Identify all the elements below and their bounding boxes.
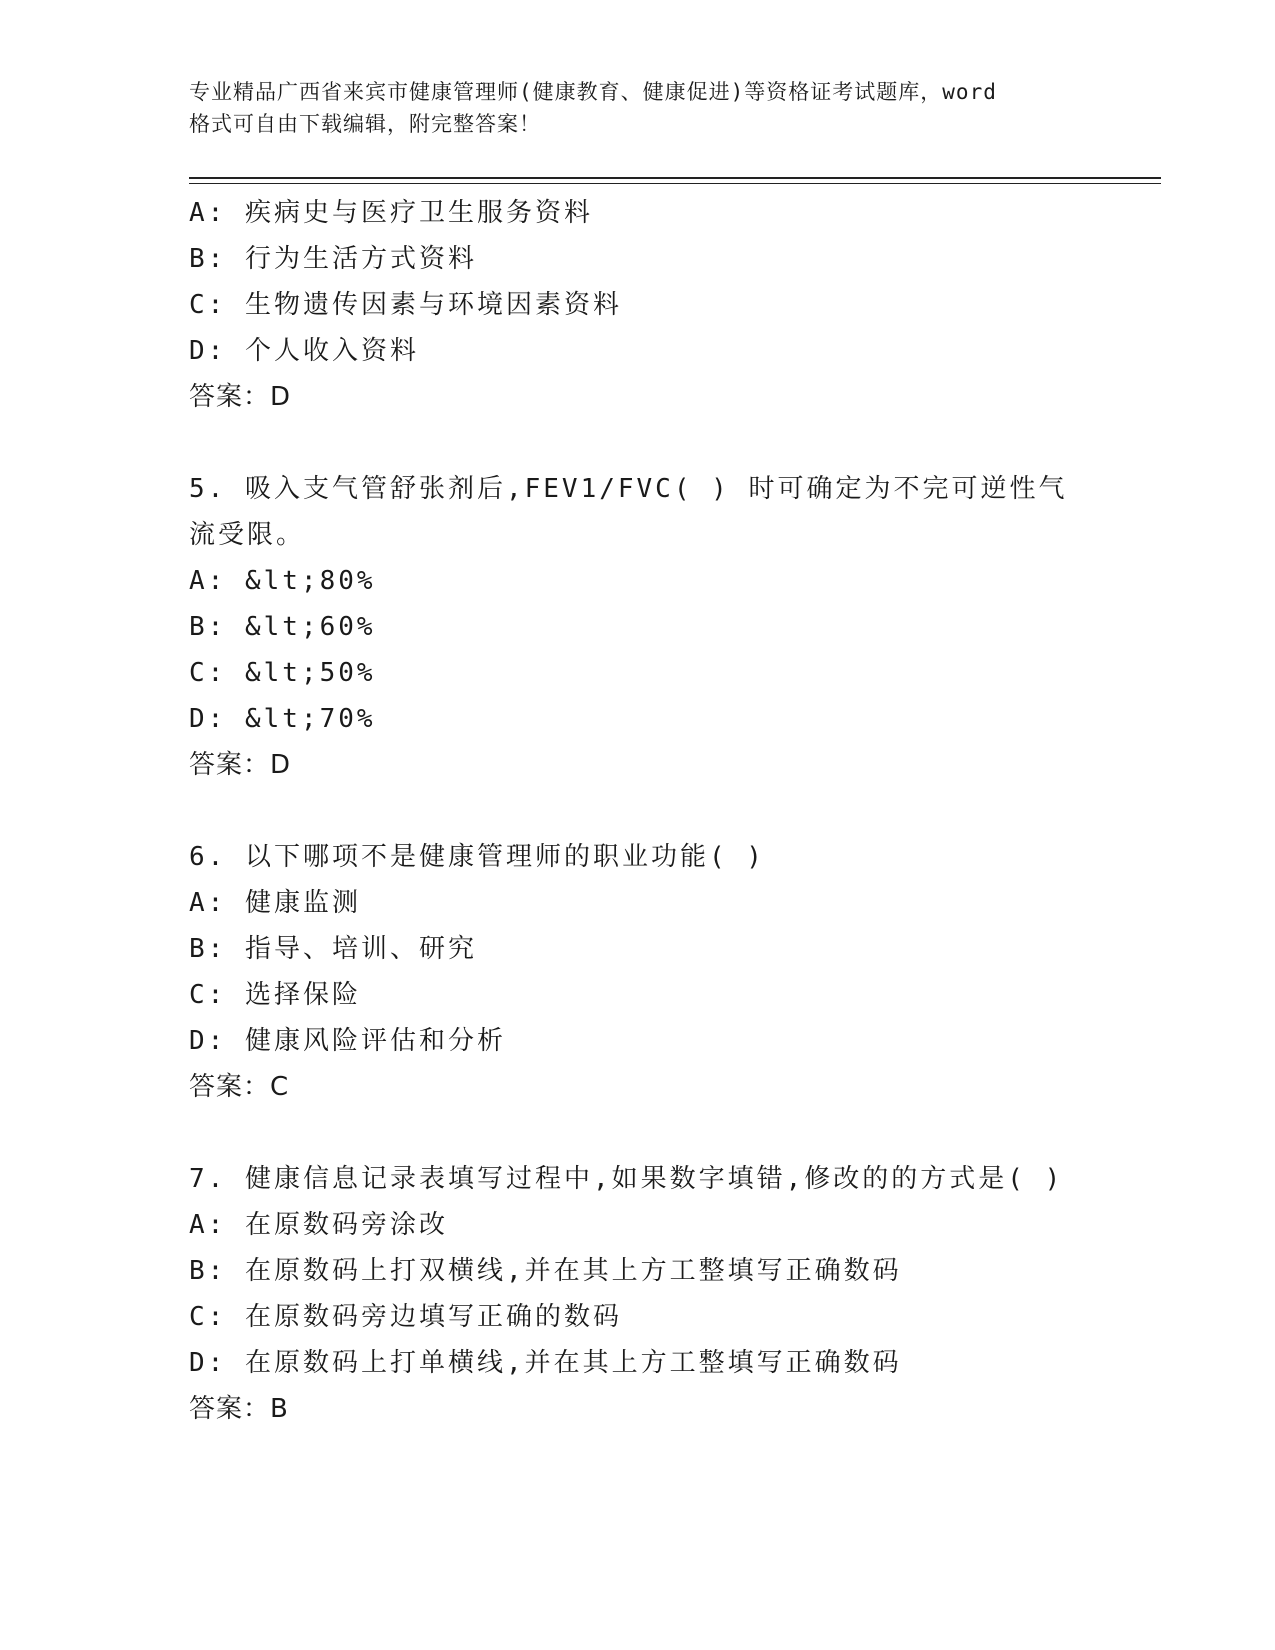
- document-header: [189, 76, 1089, 140]
- header-line-1: 专业精品广西省来宾市健康管理师(健康教育、健康促进)等资格证考试题库，word: [189, 80, 997, 104]
- answer-line: 答案：B: [189, 1394, 289, 1424]
- answer-line: 答案：D: [189, 382, 292, 412]
- question-block-4: [189, 190, 1161, 420]
- question-block-5: [189, 466, 1161, 788]
- option-c: C: 选择保险: [189, 980, 361, 1010]
- option-b: B: &lt;60%: [189, 612, 376, 642]
- option-d: D: 个人收入资料: [189, 336, 419, 366]
- option-d: D: 在原数码上打单横线,并在其上方工整填写正确数码: [189, 1348, 902, 1378]
- option-b: B: 指导、培训、研究: [189, 934, 477, 964]
- option-a: A: 疾病史与医疗卫生服务资料: [189, 198, 593, 228]
- answer-line: 答案：C: [189, 1072, 290, 1102]
- header-divider-thin: [189, 183, 1161, 184]
- option-b: B: 在原数码上打双横线,并在其上方工整填写正确数码: [189, 1256, 902, 1286]
- question-text-continued: 流受限。: [189, 520, 306, 550]
- option-d: D: 健康风险评估和分析: [189, 1026, 506, 1056]
- header-divider-thick: [189, 177, 1161, 179]
- option-a: A: &lt;80%: [189, 566, 376, 596]
- question-list: [189, 190, 1161, 1432]
- question-text: 6. 以下哪项不是健康管理师的职业功能( ): [189, 842, 765, 872]
- option-b: B: 行为生活方式资料: [189, 244, 477, 274]
- option-d: D: &lt;70%: [189, 704, 376, 734]
- option-a: A: 健康监测: [189, 888, 361, 918]
- question-text: 5. 吸入支气管舒张剂后,FEV1/FVC( ) 时可确定为不完可逆性气: [189, 474, 1068, 504]
- option-c: C: &lt;50%: [189, 658, 376, 688]
- question-block-7: [189, 1156, 1161, 1432]
- header-line-2: 格式可自由下载编辑，附完整答案！: [189, 112, 541, 136]
- question-block-6: [189, 834, 1161, 1110]
- question-text: 7. 健康信息记录表填写过程中,如果数字填错,修改的的方式是( ): [189, 1164, 1064, 1194]
- option-c: C: 在原数码旁边填写正确的数码: [189, 1302, 622, 1332]
- option-c: C: 生物遗传因素与环境因素资料: [189, 290, 622, 320]
- option-a: A: 在原数码旁涂改: [189, 1210, 448, 1240]
- answer-line: 答案：D: [189, 750, 292, 780]
